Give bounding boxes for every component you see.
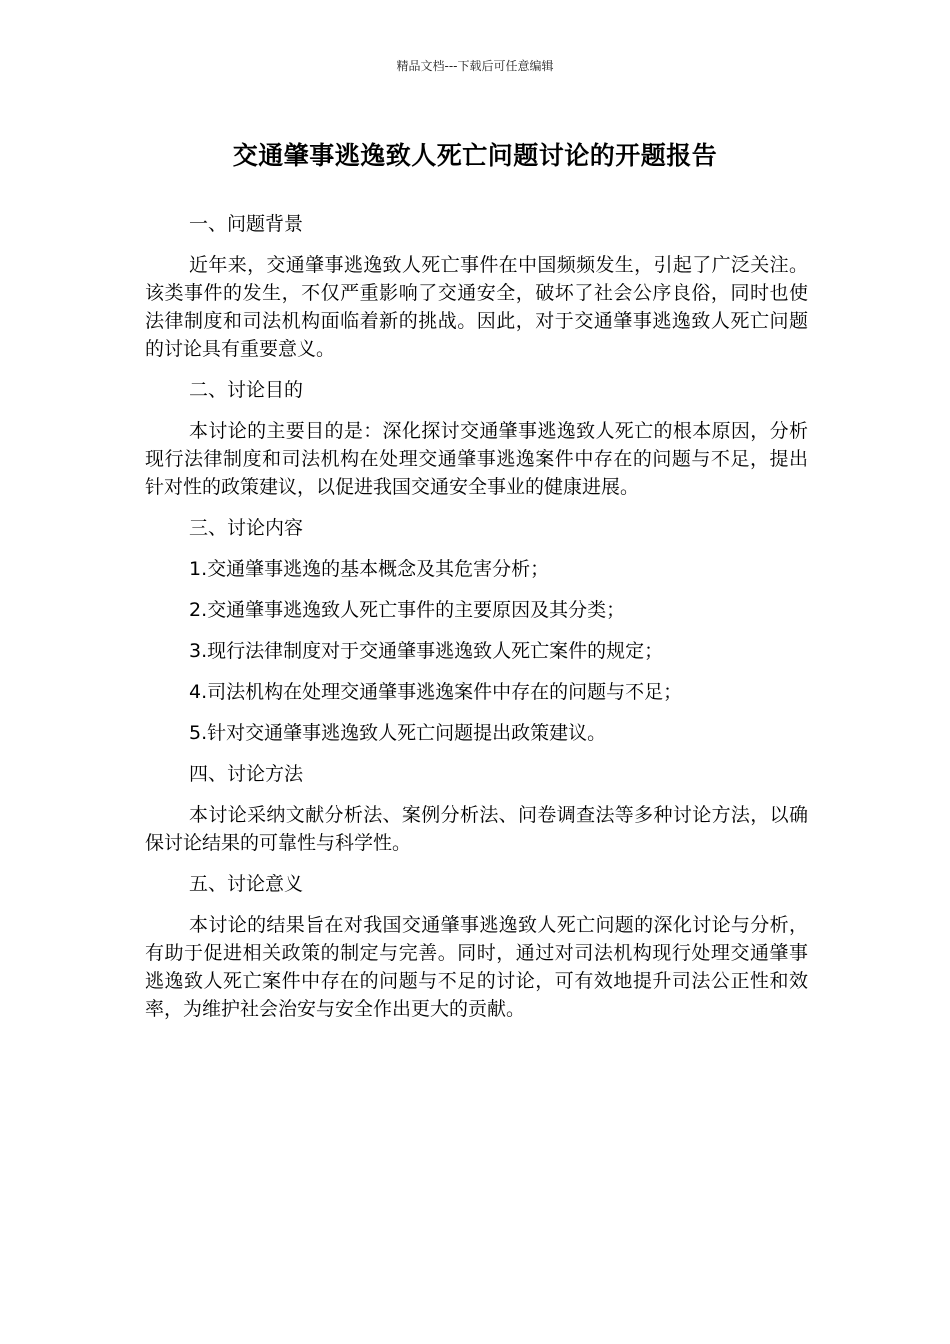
section-heading-method: 四、讨论方法 <box>189 763 304 785</box>
section-heading-content: 三、讨论内容 <box>189 517 304 539</box>
section-heading-significance: 五、讨论意义 <box>189 873 304 895</box>
content-list-item: 3.现行法律制度对于交通肇事逃逸致人死亡案件的规定； <box>189 640 664 662</box>
header-note: 精品文档---下载后可任意编辑 <box>396 59 554 73</box>
section-paragraph-method: 本讨论采纳文献分析法、案例分析法、问卷调查法等多种讨论方法，以确保讨论结果的可靠性与科学性。 <box>145 804 808 854</box>
content-list-item: 4.司法机构在处理交通肇事逃逸案件中存在的问题与不足； <box>189 681 683 703</box>
section-paragraph-background: 近年来，交通肇事逃逸致人死亡事件在中国频频发生，引起了广泛关注。该类事件的发生，不仅严重影响了交通安全，破坏了社会公序良俗，同时也使法律制度和司法机构面临着新的挑战。因此，对于交通肇事逃逸致人死亡问题的讨论具有重要意义。 <box>145 254 808 360</box>
content-list-item: 1.交通肇事逃逸的基本概念及其危害分析； <box>189 558 550 580</box>
section-heading-purpose: 二、讨论目的 <box>189 379 304 401</box>
section-heading-background: 一、问题背景 <box>189 213 304 235</box>
document-title: 交通肇事逃逸致人死亡问题讨论的开题报告 <box>232 141 718 170</box>
section-paragraph-significance: 本讨论的结果旨在对我国交通肇事逃逸致人死亡问题的深化讨论与分析，有助于促进相关政策的制定与完善。同时，通过对司法机构现行处理交通肇事逃逸致人死亡案件中存在的问题与不足的讨论，可有效地提升司法公正性和效率，为维护社会治安与安全作出更大的贡献。 <box>145 914 808 1020</box>
document-body <box>145 210 808 1036</box>
section-paragraph-purpose: 本讨论的主要目的是：深化探讨交通肇事逃逸致人死亡的根本原因，分析现行法律制度和司法机构在处理交通肇事逃逸案件中存在的问题与不足，提出针对性的政策建议，以促进我国交通安全事业的健康进展。 <box>145 420 808 498</box>
content-list-item: 2.交通肇事逃逸致人死亡事件的主要原因及其分类； <box>189 599 626 621</box>
content-list-item: 5.针对交通肇事逃逸致人死亡问题提出政策建议。 <box>189 722 607 744</box>
